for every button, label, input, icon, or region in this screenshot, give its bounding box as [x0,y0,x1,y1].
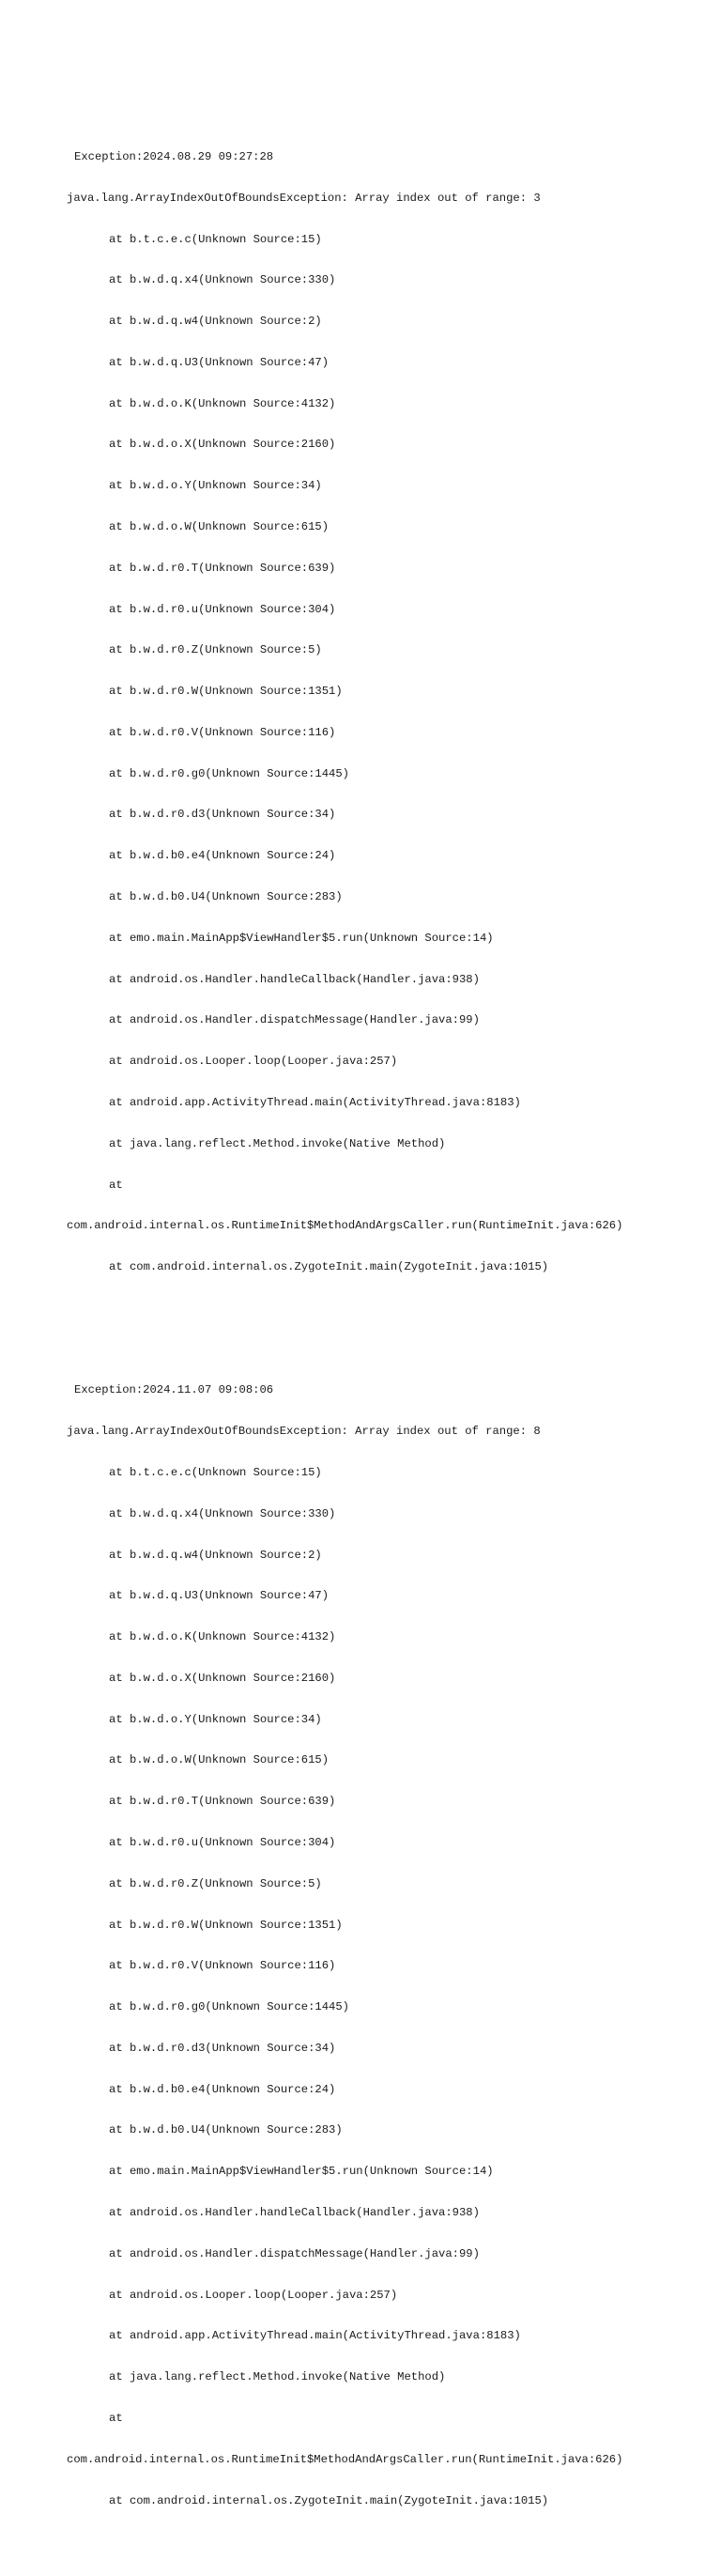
stack-frame: at b.w.d.r0.W(Unknown Source:1351) [109,685,343,699]
stack-frame: at b.w.d.b0.e4(Unknown Source:24) [109,2082,336,2096]
stack-frame: at b.w.d.o.K(Unknown Source:4132) [109,396,336,410]
stack-frame: at b.w.d.o.X(Unknown Source:2160) [109,1671,336,1685]
stack-frame: at b.w.d.b0.U4(Unknown Source:283) [109,2123,343,2137]
exception-block [67,123,714,1302]
stack-frame: at b.w.d.b0.U4(Unknown Source:283) [109,890,343,904]
stack-frame: at b.w.d.q.x4(Unknown Source:330) [109,273,336,287]
exception-block [67,1356,714,2535]
stack-frame: at b.w.d.q.U3(Unknown Source:47) [109,1589,330,1603]
stack-frame: at b.w.d.r0.Z(Unknown Source:5) [109,1876,322,1890]
stack-frame: at android.os.Looper.loop(Looper.java:257) [109,1055,398,1069]
stack-frame: at android.os.Handler.handleCallback(Handler.java:938) [109,972,480,986]
stack-frame: at [109,1178,123,1192]
stack-frame: at b.w.d.q.U3(Unknown Source:47) [109,355,330,369]
stack-frame: at b.w.d.r0.u(Unknown Source:304) [109,602,336,616]
stack-frame: at emo.main.MainApp$ViewHandler$5.run(Unknown Source:14) [109,931,494,945]
stack-frame: at b.w.d.q.w4(Unknown Source:2) [109,1548,322,1562]
stack-frame: at b.w.d.r0.u(Unknown Source:304) [109,1836,336,1849]
stack-frame: at b.w.d.r0.W(Unknown Source:1351) [109,1918,343,1932]
stack-frame: at android.os.Looper.loop(Looper.java:257) [109,2288,398,2302]
stack-frame: at b.w.d.r0.g0(Unknown Source:1445) [109,766,349,780]
stack-frame: at android.app.ActivityThread.main(ActivityThread.java:8183) [109,1095,521,1109]
exception-header: Exception:2024.08.29 09:27:28 [74,149,274,163]
stack-frame: at [109,2411,123,2425]
stack-frame: at b.w.d.r0.V(Unknown Source:116) [109,1959,336,1973]
stack-frame: at b.t.c.e.c(Unknown Source:15) [109,1465,322,1479]
stack-frame: at b.w.d.q.x4(Unknown Source:330) [109,1506,336,1520]
stack-frame: at b.w.d.r0.V(Unknown Source:116) [109,725,336,739]
stack-frame: at b.w.d.o.Y(Unknown Source:34) [109,479,322,493]
stack-frame: at b.w.d.r0.T(Unknown Source:639) [109,1795,336,1809]
stack-frame: at java.lang.reflect.Method.invoke(Native Method) [109,1136,446,1150]
stack-frame: at b.w.d.q.w4(Unknown Source:2) [109,315,322,329]
exception-header: Exception:2024.11.07 09:08:06 [74,1383,274,1397]
stack-frame: at android.os.Handler.handleCallback(Handler.java:938) [109,2206,480,2220]
stack-frame: at b.w.d.o.Y(Unknown Source:34) [109,1712,322,1726]
stack-frame: at b.w.d.r0.g0(Unknown Source:1445) [109,2000,349,2014]
stack-frame: at b.w.d.b0.e4(Unknown Source:24) [109,849,336,863]
exception-message: java.lang.ArrayIndexOutOfBoundsException: Array index out of range: 8 [67,1425,541,1439]
stack-frame: at java.lang.reflect.Method.invoke(Native Method) [109,2370,446,2384]
stack-frame: at b.w.d.r0.T(Unknown Source:639) [109,561,336,575]
exception-log [67,82,714,2576]
stack-frame: at com.android.internal.os.ZygoteInit.main(ZygoteInit.java:1015) [109,2493,549,2507]
stack-frame-wrapped: com.android.internal.os.RuntimeInit$MethodAndArgsCaller.run(RuntimeInit.java:626) [67,1219,623,1233]
stack-frame: at android.os.Handler.dispatchMessage(Handler.java:99) [109,1013,480,1027]
stack-frame: at b.w.d.o.W(Unknown Source:615) [109,1753,330,1767]
stack-frame: at b.w.d.o.W(Unknown Source:615) [109,520,330,533]
stack-frame: at b.t.c.e.c(Unknown Source:15) [109,232,322,246]
stack-frame: at emo.main.MainApp$ViewHandler$5.run(Unknown Source:14) [109,2165,494,2179]
stack-frame: at b.w.d.r0.d3(Unknown Source:34) [109,2041,336,2055]
stack-frame: at b.w.d.r0.Z(Unknown Source:5) [109,643,322,657]
stack-frame: at android.os.Handler.dispatchMessage(Handler.java:99) [109,2246,480,2260]
stack-frame: at android.app.ActivityThread.main(ActivityThread.java:8183) [109,2329,521,2343]
stack-frame: at com.android.internal.os.ZygoteInit.main(ZygoteInit.java:1015) [109,1260,549,1274]
stack-frame-wrapped: com.android.internal.os.RuntimeInit$MethodAndArgsCaller.run(RuntimeInit.java:626) [67,2452,623,2466]
exception-message: java.lang.ArrayIndexOutOfBoundsException: Array index out of range: 3 [67,191,541,205]
stack-frame: at b.w.d.r0.d3(Unknown Source:34) [109,808,336,822]
stack-frame: at b.w.d.o.X(Unknown Source:2160) [109,438,336,452]
stack-frame: at b.w.d.o.K(Unknown Source:4132) [109,1630,336,1644]
